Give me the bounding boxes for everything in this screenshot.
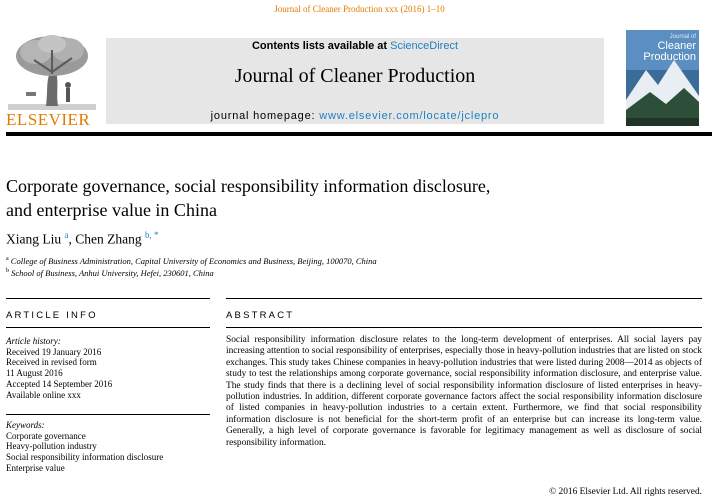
article-info-heading: ARTICLE INFO: [6, 310, 98, 321]
abstract-heading: ABSTRACT: [226, 310, 295, 321]
author-name[interactable]: Chen Zhang: [75, 231, 142, 247]
header-rule: [6, 132, 712, 136]
keywords-label: Keywords:: [6, 420, 45, 430]
history-item: Available online xxx: [6, 389, 81, 400]
keywords-divider: [6, 414, 210, 415]
journal-title[interactable]: Journal of Cleaner Production: [234, 65, 476, 87]
abstract-rule: [226, 298, 702, 299]
homepage-link[interactable]: www.elsevier.com/locate/jclepro: [319, 110, 500, 122]
cover-title-line2: Cleaner: [657, 40, 696, 52]
title-line-2: and enterprise value in China: [6, 200, 217, 220]
article-history: [6, 336, 216, 400]
author-name[interactable]: Xiang Liu: [6, 231, 62, 247]
keyword-item[interactable]: Social responsibility information disclosure: [6, 452, 164, 463]
keyword-item[interactable]: Enterprise value: [6, 462, 65, 473]
author-affiliation-mark[interactable]: b, *: [145, 230, 159, 240]
homepage-line: [106, 110, 604, 122]
affiliation-a: [6, 256, 377, 266]
copyright-notice: © 2016 Elsevier Ltd. All rights reserved.: [549, 487, 702, 497]
keywords: [6, 420, 216, 474]
journal-cover[interactable]: [626, 30, 699, 126]
affiliation-mark: a: [6, 256, 9, 263]
affiliation-text: College of Business Administration, Capital University of Economics and Business, Beijing, 100070, China: [10, 256, 377, 266]
history-label: Article history:: [6, 336, 61, 346]
affiliation-text: School of Business, Anhui University, Hefei, 230601, China: [11, 268, 214, 278]
title-line-1: Corporate governance, social responsibility information disclosure,: [6, 176, 491, 196]
history-item: 11 August 2016: [6, 368, 63, 379]
publisher-wordmark: ELSEVIER: [6, 110, 91, 129]
keyword-item[interactable]: Heavy-pollution industry: [6, 441, 97, 452]
contents-line: [106, 40, 604, 52]
article-info-rule: [6, 298, 210, 299]
homepage-prefix: journal homepage:: [210, 110, 320, 122]
elsevier-logo[interactable]: [6, 32, 98, 128]
contents-prefix: Contents lists available at: [251, 40, 391, 52]
author-separator: ,: [68, 231, 76, 247]
cover-title-small: Journal of: [669, 34, 696, 40]
section-divider: [6, 327, 210, 328]
affiliation-b: [6, 268, 214, 278]
journal-banner: [106, 38, 604, 124]
paper-title: [6, 174, 706, 222]
section-divider: [226, 327, 702, 328]
abstract-text: Social responsibility information disclosure relates to the long-term development of enterprises. All social layers pay increasing attention to social responsibility of enterprises, especially those in heavy-pollution industries that are listed on stock exchanges. This study takes Chinese companies in heavy-pollution industries that were listed during 2008—2014 as objects of study to test the relationships among corporate governance, social responsibility information disclosure, and enterprise value. The study finds that there is a declining level of social responsibility information disclosure of listed enterprises in heavy-pollution industries. In addition, different corporate governance factors affect the social responsibility information disclosure of listed companies in heavy-pollution industries to a certain extent. Furthermore, we find that social responsibility information disclosure is not beneficial for the short-term profit of an enterprise but can increase its long-term value. Generally, a high level of corporate governance is favorable for legitimacy management as well as disclosure of social responsibility information.: [226, 335, 702, 448]
cover-title-line3: Production: [643, 51, 696, 63]
author-affiliation-mark[interactable]: a: [64, 230, 69, 240]
history-item: Received 19 January 2016: [6, 346, 102, 357]
affiliation-mark: b: [6, 268, 9, 275]
history-item: Accepted 14 September 2016: [6, 378, 113, 389]
history-item: Received in revised form: [6, 357, 97, 368]
journal-reference[interactable]: Journal of Cleaner Production xxx (2016) 1–10: [274, 4, 445, 14]
keyword-item[interactable]: Corporate governance: [6, 430, 86, 441]
author-list: [6, 230, 159, 248]
sciencedirect-link[interactable]: ScienceDirect: [390, 40, 458, 52]
